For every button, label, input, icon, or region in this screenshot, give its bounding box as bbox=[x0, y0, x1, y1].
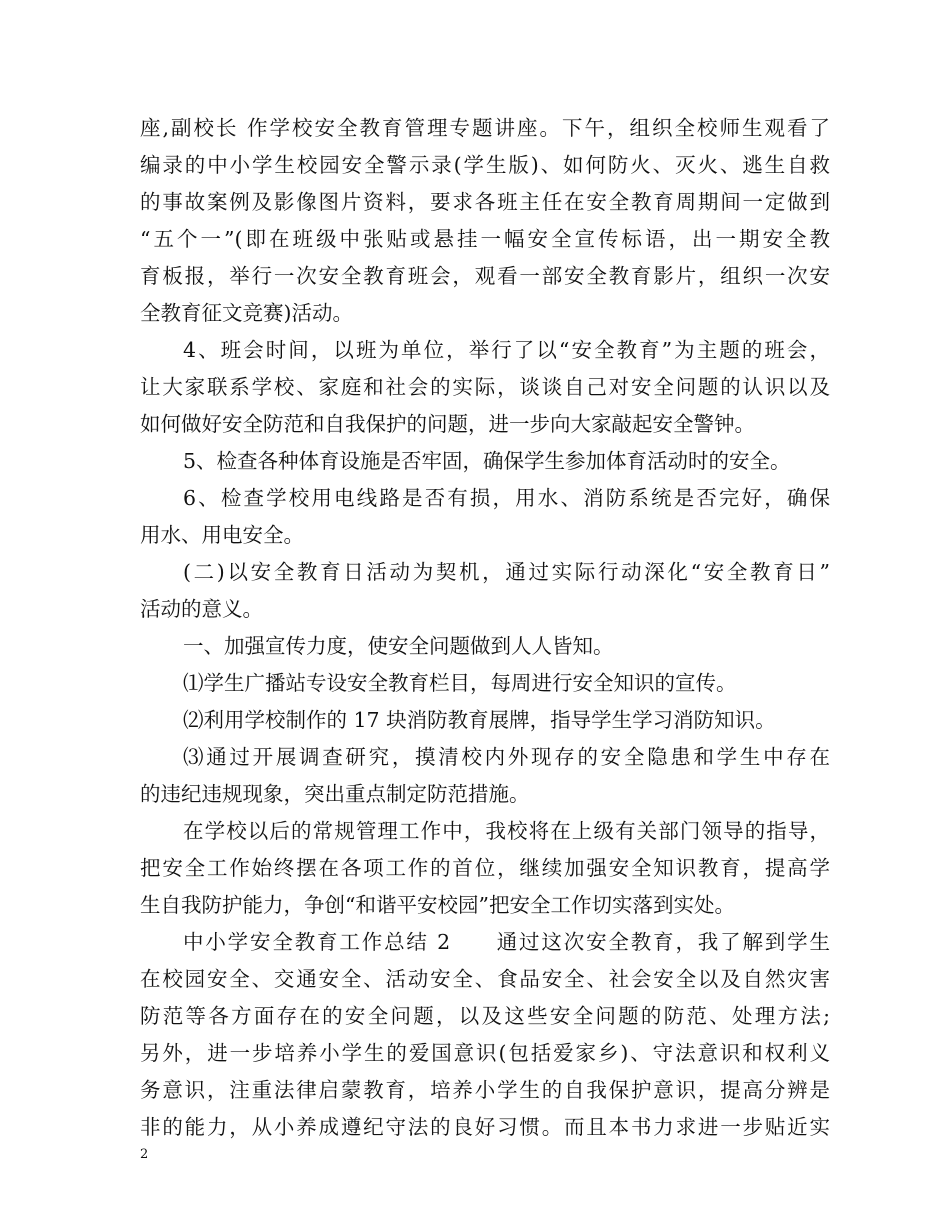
text-line: 6、检查学校用电线路是否有损，用水、消防系统是否完好，确保 bbox=[183, 486, 830, 510]
text-line: 活动的意义。 bbox=[140, 597, 263, 621]
text-line: 5、检查各种体育设施是否牢固，确保学生参加体育活动时的安全。 bbox=[183, 449, 791, 473]
text-line: 的违纪违规现象，突出重点制定防范措施。 bbox=[140, 782, 530, 806]
text-line: 4、班会时间，以班为单位，举行了以“安全教育”为主题的班会， bbox=[183, 338, 830, 362]
text-line: 用水、用电安全。 bbox=[140, 523, 304, 547]
text-line: 在学校以后的常规管理工作中，我校将在上级有关部门领导的指导， bbox=[183, 819, 830, 843]
text-line: (二)以安全教育日活动为契机，通过实际行动深化“安全教育日” bbox=[183, 560, 830, 584]
text-line: “五个一”(即在班级中张贴或悬挂一幅安全宣传标语，出一期安全教 bbox=[140, 227, 830, 251]
text-line: 如何做好安全防范和自我保护的问题，进一步向大家敲起安全警钟。 bbox=[140, 412, 755, 436]
text-line: 把安全工作始终摆在各项工作的首位，继续加强安全知识教育，提高学 bbox=[140, 856, 830, 880]
text-line: 另外，进一步培养小学生的爱国意识(包括爱家乡)、守法意识和权利义 bbox=[140, 1041, 830, 1065]
text-line: 育板报，举行一次安全教育班会，观看一部安全教育影片，组织一次安 bbox=[140, 264, 830, 288]
text-line: 座,副校长 作学校安全教育管理专题讲座。下午，组织全校师生观看了 bbox=[140, 116, 830, 140]
text-line: ⑴学生广播站专设安全教育栏目，每周进行安全知识的宣传。 bbox=[183, 671, 737, 695]
document-body bbox=[140, 110, 830, 1146]
text-line: ⑵利用学校制作的 17 块消防教育展牌，指导学生学习消防知识。 bbox=[183, 708, 776, 732]
text-line: 一、加强宣传力度，使安全问题做到人人皆知。 bbox=[183, 634, 614, 658]
text-line: 非的能力，从小养成遵纪守法的良好习惯。而且本书力求进一步贴近实 bbox=[140, 1115, 830, 1139]
text-line: 务意识，注重法律启蒙教育，培养小学生的自我保护意识，提高分辨是 bbox=[140, 1078, 830, 1102]
text-line: 在校园安全、交通安全、活动安全、食品安全、社会安全以及自然灾害 bbox=[140, 967, 830, 991]
text-line: 中小学安全教育工作总结 2 通过这次安全教育，我了解到学生 bbox=[183, 930, 830, 954]
text-line: 让大家联系学校、家庭和社会的实际，谈谈自己对安全问题的认识以及 bbox=[140, 375, 830, 399]
page-number: 2 bbox=[140, 1147, 149, 1162]
text-line: 全教育征文竞赛)活动。 bbox=[140, 301, 353, 325]
text-line: 编录的中小学生校园安全警示录(学生版)、如何防火、灭火、逃生自救 bbox=[140, 153, 830, 177]
text-line: 的事故案例及影像图片资料，要求各班主任在安全教育周期间一定做到 bbox=[140, 190, 830, 214]
text-line: ⑶通过开展调查研究，摸清校内外现存的安全隐患和学生中存在 bbox=[183, 745, 830, 769]
text-line: 防范等各方面存在的安全问题，以及这些安全问题的防范、处理方法; bbox=[140, 1004, 830, 1028]
text-line: 生自我防护能力，争创“和谐平安校园”把安全工作切实落到实处。 bbox=[140, 893, 735, 917]
